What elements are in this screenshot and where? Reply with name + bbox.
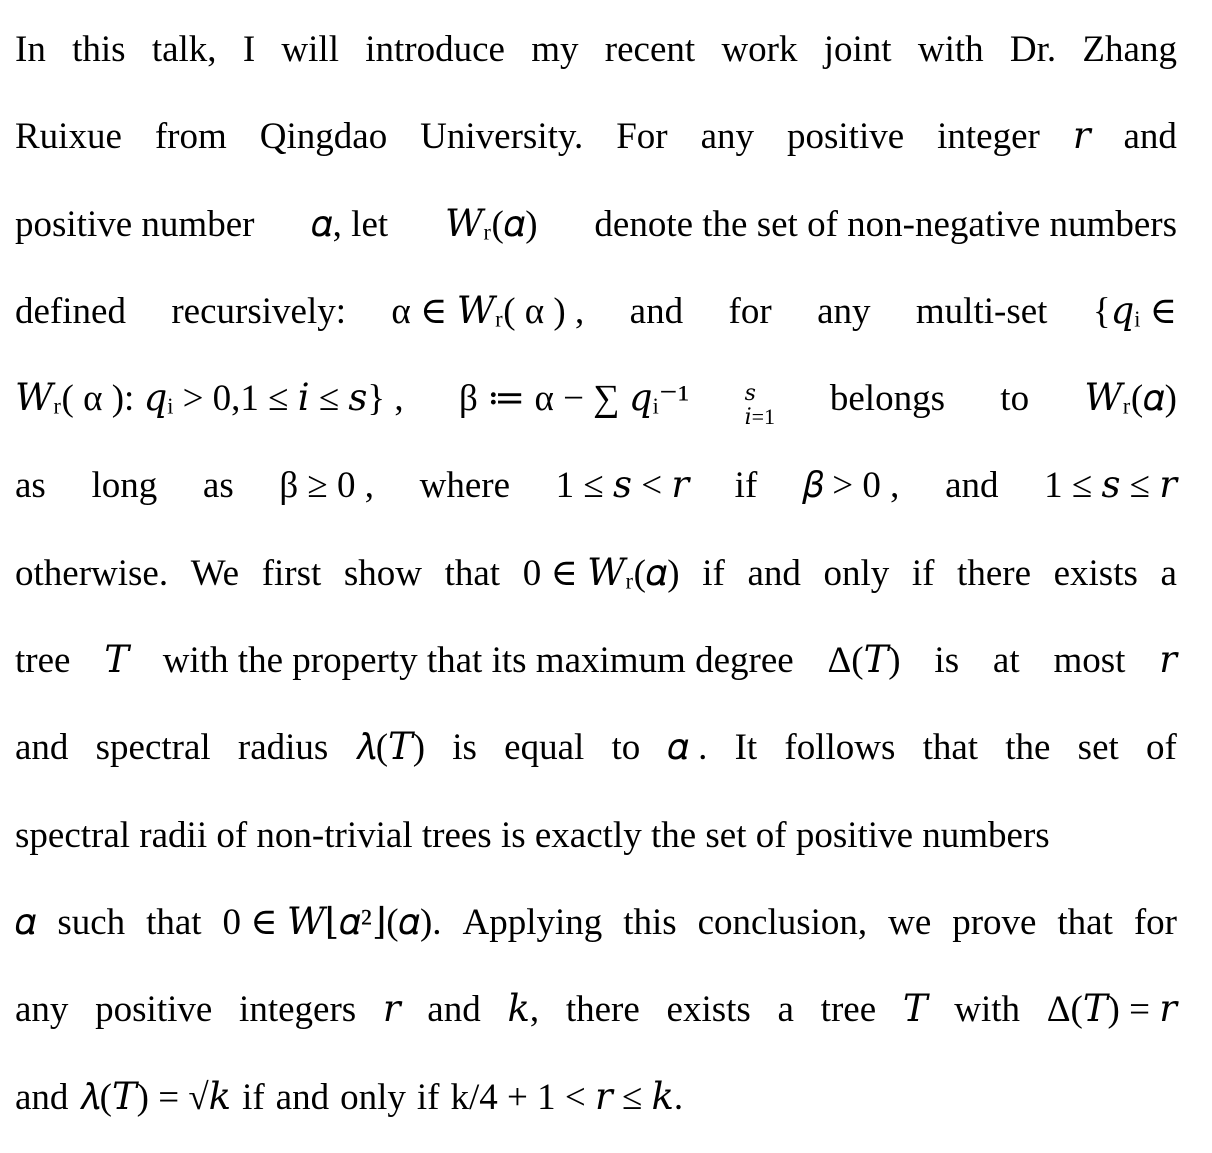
text-segment: introduce xyxy=(365,29,505,70)
text-segment: α ∈ 𝑊ᵣ( α ) , xyxy=(391,290,585,332)
text-segment: if xyxy=(734,465,758,507)
text-segment: β ≥ 0 , xyxy=(279,465,374,507)
text-segment: University. xyxy=(420,116,584,158)
text-segment: my xyxy=(531,29,579,70)
text-segment: from xyxy=(154,116,227,158)
text-segment: Applying xyxy=(462,901,603,943)
text-line-1 xyxy=(15,10,1177,97)
text-segment: show xyxy=(343,552,423,594)
text-segment: if xyxy=(911,552,935,594)
text-segment: Dr. xyxy=(1009,29,1057,70)
text-segment: positive number xyxy=(15,203,255,245)
text-segment: that xyxy=(146,901,202,943)
text-segment: 𝑇 xyxy=(902,989,928,1031)
text-segment: spectral xyxy=(95,727,211,769)
summation-lower-limit: 𝑖=1 xyxy=(744,404,776,430)
text-segment: work xyxy=(721,29,798,70)
text-line-4 xyxy=(15,272,1177,359)
text-segment: recursively: xyxy=(171,290,347,332)
text-segment: 𝑊ᵣ(𝛼) xyxy=(1084,378,1177,420)
text-segment: there xyxy=(565,989,640,1031)
text-segment: the xyxy=(1005,727,1051,769)
text-segment: 𝑟 xyxy=(1072,116,1091,158)
text-segment: a xyxy=(1160,552,1177,594)
text-segment: as xyxy=(202,465,234,507)
text-line-13 xyxy=(15,1058,1177,1145)
text-segment: 𝛼, let xyxy=(311,203,389,245)
text-segment: positive xyxy=(786,116,905,158)
text-segment: of xyxy=(1145,727,1177,769)
text-segment: tree xyxy=(820,989,877,1031)
text-segment: and xyxy=(275,1076,330,1118)
text-segment: set xyxy=(1077,727,1119,769)
text-segment: where xyxy=(419,465,511,507)
text-line-6 xyxy=(15,446,1177,533)
text-segment: with xyxy=(954,989,1021,1031)
text-segment: 1 ≤ 𝑠 < 𝑟 xyxy=(555,465,690,507)
text-segment: is xyxy=(452,727,477,769)
text-segment: 1 ≤ 𝑠 ≤ 𝑟 xyxy=(1044,465,1177,507)
text-segment: radius xyxy=(237,727,329,769)
text-segment: with xyxy=(917,29,984,70)
text-segment: and xyxy=(1123,116,1177,158)
text-segment: 𝛼 . xyxy=(667,727,708,769)
text-segment: and xyxy=(15,727,69,769)
text-line-12 xyxy=(15,970,1177,1057)
text-segment: and xyxy=(427,989,481,1031)
text-segment: we xyxy=(888,901,932,943)
text-segment: k/4 + 1 < 𝑟 ≤ 𝑘. xyxy=(450,1076,684,1118)
abstract-paragraph xyxy=(15,10,1177,1145)
text-segment: recent xyxy=(604,29,696,70)
text-segment: if xyxy=(702,552,725,594)
text-segment: 𝑘, xyxy=(507,989,540,1031)
text-segment: joint xyxy=(823,29,892,70)
text-segment: prove xyxy=(952,901,1037,943)
text-segment: We xyxy=(190,552,240,594)
text-segment: only xyxy=(823,552,890,594)
text-segment: any xyxy=(700,116,755,158)
text-segment: only xyxy=(340,1076,406,1118)
text-segment: integer xyxy=(937,116,1040,158)
text-segment: and xyxy=(629,290,684,332)
text-segment: 𝜆(𝑇) xyxy=(355,727,426,769)
summation-upper-limit: 𝑠 xyxy=(744,380,756,406)
text-segment: {𝑞ᵢ ∈ xyxy=(1092,290,1177,332)
text-segment: and xyxy=(747,552,801,594)
text-segment: exists xyxy=(666,989,751,1031)
text-segment: to xyxy=(611,727,641,769)
text-segment: talk, xyxy=(151,29,217,70)
text-line-3 xyxy=(15,185,1177,272)
text-segment: as xyxy=(15,465,46,507)
text-segment: 𝑊ᵣ(𝛼) xyxy=(445,203,538,245)
text-segment: 0 ∈ 𝑊⌊𝛼²⌋(𝛼). xyxy=(222,901,442,943)
text-segment: 0 ∈ 𝑊ᵣ(𝛼) xyxy=(522,552,680,594)
text-line-9 xyxy=(15,708,1177,795)
text-segment: with the property that its maximum degree xyxy=(162,640,794,682)
text-line-5 xyxy=(15,359,1177,446)
text-segment: most xyxy=(1053,640,1126,682)
text-segment: will xyxy=(281,29,339,70)
text-segment: Ruixue xyxy=(15,116,122,158)
text-segment: this xyxy=(623,901,677,943)
text-segment: It xyxy=(734,727,758,769)
text-segment: multi-set xyxy=(915,290,1048,332)
text-segment: positive xyxy=(95,989,213,1031)
text-segment: if xyxy=(416,1076,440,1118)
text-segment: denote the set of non-negative numbers xyxy=(594,203,1177,245)
text-segment: there xyxy=(957,552,1031,594)
text-segment: long xyxy=(91,465,158,507)
text-line-8 xyxy=(15,621,1177,708)
text-segment: first xyxy=(261,552,322,594)
text-segment: any xyxy=(817,290,871,332)
text-line-11 xyxy=(15,883,1177,970)
text-segment: to xyxy=(1000,378,1030,420)
text-segment: 𝑇 xyxy=(104,640,129,682)
text-segment: belongs xyxy=(829,378,945,420)
text-segment: at xyxy=(992,640,1020,682)
text-segment: I xyxy=(242,29,256,70)
text-segment: conclusion, xyxy=(697,901,868,943)
text-segment: β ≔ α − ∑ 𝑞ᵢ⁻¹ xyxy=(458,378,690,420)
text-segment: that xyxy=(1057,901,1113,943)
text-segment: if xyxy=(242,1076,265,1118)
text-segment: is xyxy=(934,640,960,682)
text-segment: For xyxy=(616,116,668,158)
text-segment: and xyxy=(945,465,999,507)
text-segment: integers xyxy=(239,989,357,1031)
text-segment: any xyxy=(15,989,69,1031)
text-segment: otherwise. xyxy=(15,552,169,594)
text-segment: 𝑊ᵣ( α ): 𝑞ᵢ > 0,1 ≤ 𝑖 ≤ 𝑠} , xyxy=(15,378,404,420)
text-segment: 𝛼 xyxy=(15,901,37,943)
text-segment: 𝑟 xyxy=(1159,640,1177,682)
text-segment: tree xyxy=(15,640,71,682)
text-segment: Qingdao xyxy=(259,116,388,158)
text-segment: 𝑟 xyxy=(382,989,401,1031)
text-segment: this xyxy=(72,29,126,70)
text-segment: In xyxy=(15,29,46,70)
text-segment: exists xyxy=(1053,552,1138,594)
text-segment: Zhang xyxy=(1082,29,1177,70)
text-segment: for xyxy=(1133,901,1177,943)
text-segment: 𝜆(𝑇) = √𝑘 xyxy=(79,1076,232,1118)
text-segment: 𝛽 > 0 , xyxy=(802,465,900,507)
text-segment: such xyxy=(57,901,126,943)
text-segment: defined xyxy=(15,290,126,332)
text-segment: for xyxy=(728,290,772,332)
text-segment: Δ(𝑇) = 𝑟 xyxy=(1046,989,1177,1031)
text-line-7 xyxy=(15,534,1177,621)
text-segment: equal xyxy=(504,727,585,769)
text-segment: spectral radii of non-trivial trees is exactly the set of positive numbers xyxy=(15,814,1050,856)
text-segment: that xyxy=(444,552,501,594)
text-line-2 xyxy=(15,97,1177,184)
text-segment: a xyxy=(777,989,794,1031)
text-segment: and xyxy=(15,1076,69,1118)
text-segment: that xyxy=(922,727,979,769)
text-segment: Δ(𝑇) xyxy=(827,640,901,682)
text-segment: follows xyxy=(784,727,896,769)
text-line-10 xyxy=(15,796,1177,883)
